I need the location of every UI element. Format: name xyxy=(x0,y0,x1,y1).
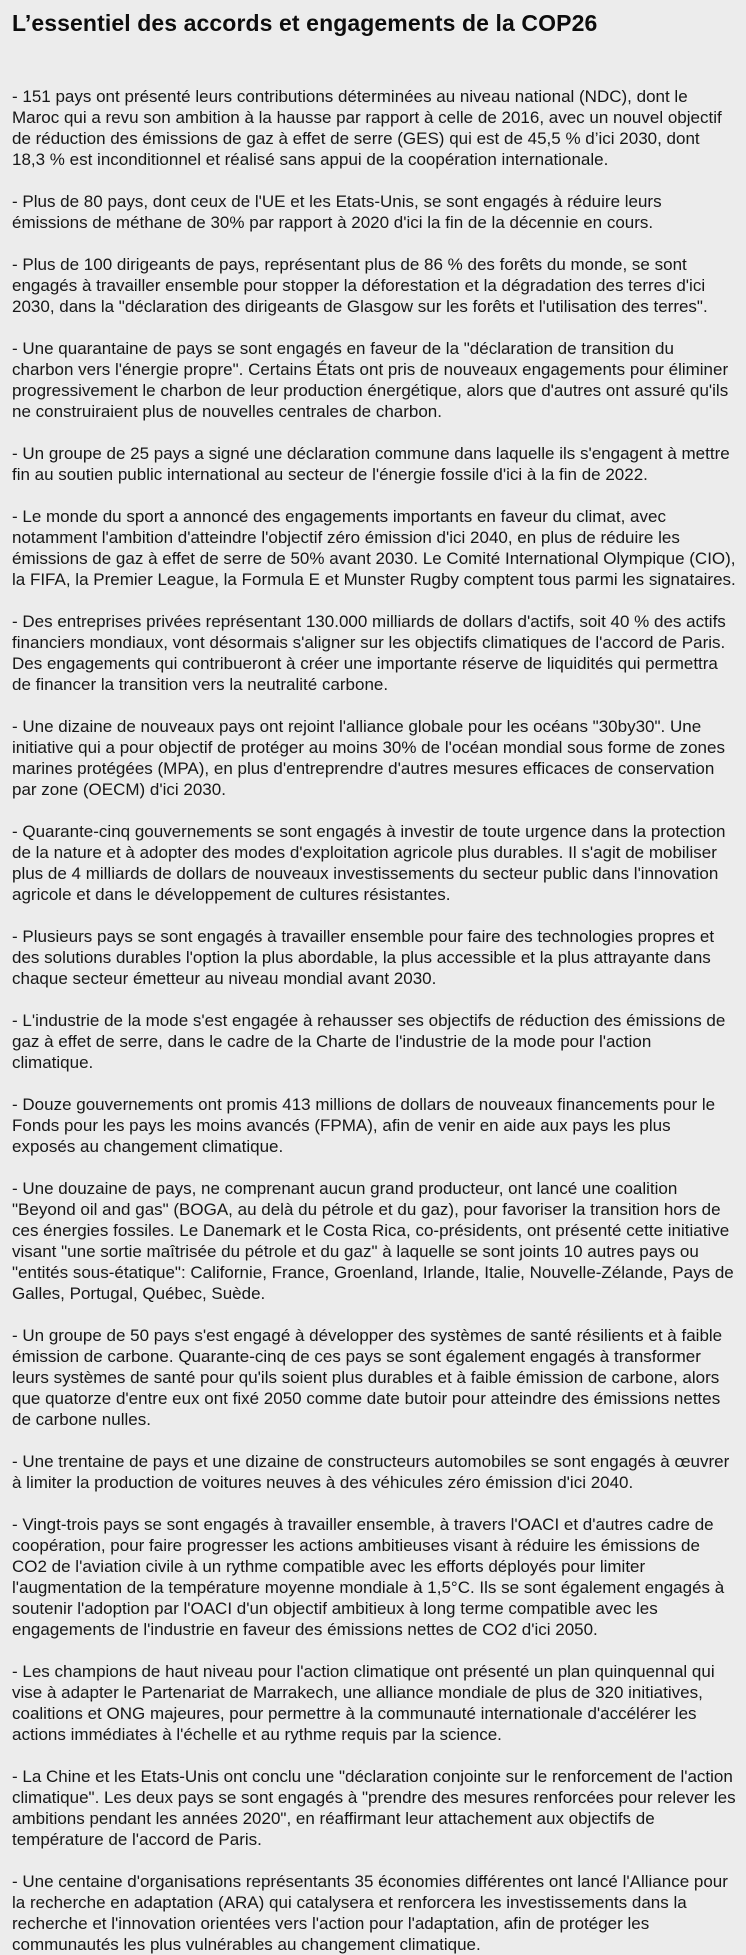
list-item: - Une trentaine de pays et une dizaine de constructeurs automobiles se sont engagés à œuvrer à limiter la production de voitures neuves à des véhicules zéro émission d'ici 2040. xyxy=(12,1452,730,1492)
list-item: - 151 pays ont présenté leurs contributions déterminées au niveau national (NDC), dont le Maroc qui a revu son ambition à la hausse par rapport à celle de 2016, avec un nouvel objectif de réduction des émissions de gaz à effet de serre (GES) qui est de 45,5 % d’ici 2030, dont 18,3 % est inconditionnel et réalisé sans appui de la coopération internationale. xyxy=(12,87,722,169)
list-item: - Une dizaine de nouveaux pays ont rejoint l'alliance globale pour les océans "30by30". Une initiative qui a pour objectif de protéger au moins 30% de l'océan mondial sous forme de zones marines protégées (MPA), en plus d'entreprendre d'autres mesures efficaces de conservation par zone (OECM) d'ici 2030. xyxy=(12,717,725,799)
list-item: - Les champions de haut niveau pour l'action climatique ont présenté un plan quinquennal qui vise à adapter le Partenariat de Marrakech, une alliance mondiale de plus de 320 initiatives, coalitions et ONG majeures, pour permettre à la communauté internationale d'accélérer les actions immédiates à l'échelle et au rythme requis par la science. xyxy=(12,1662,715,1744)
list-item: - Douze gouvernements ont promis 413 millions de dollars de nouveaux financements pour le Fonds pour les pays les moins avancés (FPMA), afin de venir en aide aux pays les plus exposés au changement climatique. xyxy=(12,1095,716,1156)
list-item: - Le monde du sport a annoncé des engagements importants en faveur du climat, avec notamment l'ambition d'atteindre l'objectif zéro émission d'ici 2040, en plus de réduire les émissions de gaz à effet de serre de 50% avant 2030. Le Comité International Olympique (CIO), la FIFA, la Premier League, la Formula E et Munster Rugby comptent tous parmi les signataires. xyxy=(12,507,736,589)
list-item: - Un groupe de 50 pays s'est engagé à développer des systèmes de santé résilients et à faible émission de carbone. Quarante-cinq de ces pays se sont également engagés à transformer leurs systèmes de santé pour qu'ils soient plus durables et à faible émission de carbone, alors que quatorze d'entre eux ont fixé 2050 comme date butoir pour atteindre des émissions nettes de carbone nulles. xyxy=(12,1326,723,1429)
list-item: - L'industrie de la mode s'est engagée à rehausser ses objectifs de réduction des émissions de gaz à effet de serre, dans le cadre de la Charte de l'industrie de la mode pour l'action climatique. xyxy=(12,1011,726,1072)
list-item: - Vingt-trois pays se sont engagés à travailler ensemble, à travers l'OACI et d'autres cadre de coopération, pour faire progresser les actions ambitieuses visant à réduire les émissions de CO2 de l'aviation civile à un rythme compatible avec les efforts déployés pour limiter l'augmentation de la température moyenne mondiale à 1,5°C. Ils se sont également engagés à soutenir l'adoption par l'OACI d'un objectif ambitieux à long terme compatible avec les engagements de l'industrie en faveur des émissions nettes de CO2 d'ici 2050. xyxy=(12,1515,725,1639)
list-item: - Plusieurs pays se sont engagés à travailler ensemble pour faire des technologies propres et des solutions durables l'option la plus abordable, la plus accessible et la plus attrayante dans chaque secteur émetteur au niveau mondial avant 2030. xyxy=(12,927,715,988)
commitments-list xyxy=(12,86,738,1955)
list-item: - Un groupe de 25 pays a signé une déclaration commune dans laquelle ils s'engagent à mettre fin au soutien public international au secteur de l'énergie fossile d'ici à la fin de 2022. xyxy=(12,444,730,484)
list-item: - Quarante-cinq gouvernements se sont engagés à investir de toute urgence dans la protection de la nature et à adopter des modes d'exploitation agricole plus durables. Il s'agit de mobiliser plus de 4 milliards de dollars de nouveaux investissements du secteur public dans l'innovation agricole et dans le développement de cultures résistantes. xyxy=(12,822,726,904)
list-item: - Une centaine d'organisations représentants 35 économies différentes ont lancé l'Alliance pour la recherche en adaptation (ARA) qui catalysera et renforcera les investissements dans la recherche et l'innovation orientées vers l'action pour l'adaptation, afin de protéger les communautés les plus vulnérables au changement climatique. xyxy=(12,1872,728,1954)
list-item: - Plus de 80 pays, dont ceux de l'UE et les Etats-Unis, se sont engagés à réduire leurs émissions de méthane de 30% par rapport à 2020 d'ici la fin de la décennie en cours. xyxy=(12,192,662,232)
list-item: - Des entreprises privées représentant 130.000 milliards de dollars d'actifs, soit 40 % des actifs financiers mondiaux, vont désormais s'aligner sur les objectifs climatiques de l'accord de Paris. Des engagements qui contribueront à créer une importante réserve de liquidités qui permettra de financer la transition vers la neutralité carbone. xyxy=(12,612,726,694)
list-item: - Une quarantaine de pays se sont engagés en faveur de la "déclaration de transition du charbon vers l'énergie propre". Certains États ont pris de nouveaux engagements pour éliminer progressivement le charbon de leur production énergétique, alors que d'autres ont assuré qu'ils ne construiraient plus de nouvelles centrales de charbon. xyxy=(12,339,729,421)
list-item: - Une douzaine de pays, ne comprenant aucun grand producteur, ont lancé une coalition "Beyond oil and gas" (BOGA, au delà du pétrole et du gaz), pour favoriser la transition hors de ces énergies fossiles. Le Danemark et le Costa Rica, co-présidents, ont présenté cette initiative visant "une sortie maîtrisée du pétrole et du gaz" à laquelle se sont joints 10 autres pays ou "entités sous-étatique": Californie, France, Groenland, Irlande, Italie, Nouvelle-Zélande, Pays de Galles, Portugal, Québec, Suède. xyxy=(12,1179,734,1303)
list-item: - La Chine et les Etats-Unis ont conclu une "déclaration conjointe sur le renforcement de l'action climatique". Les deux pays se sont engagés à "prendre des mesures renforcées pour relever les ambitions pendant les années 2020", en réaffirmant leur attachement aux objectifs de température de l'accord de Paris. xyxy=(12,1767,736,1849)
article-title: L’essentiel des accords et engagements de la COP26 xyxy=(12,10,598,36)
list-item: - Plus de 100 dirigeants de pays, représentant plus de 86 % des forêts du monde, se sont engagés à travailler ensemble pour stopper la déforestation et la dégradation des terres d'ici 2030, dans la "déclaration des dirigeants de Glasgow sur les forêts et l'utilisation des terres". xyxy=(12,255,708,316)
